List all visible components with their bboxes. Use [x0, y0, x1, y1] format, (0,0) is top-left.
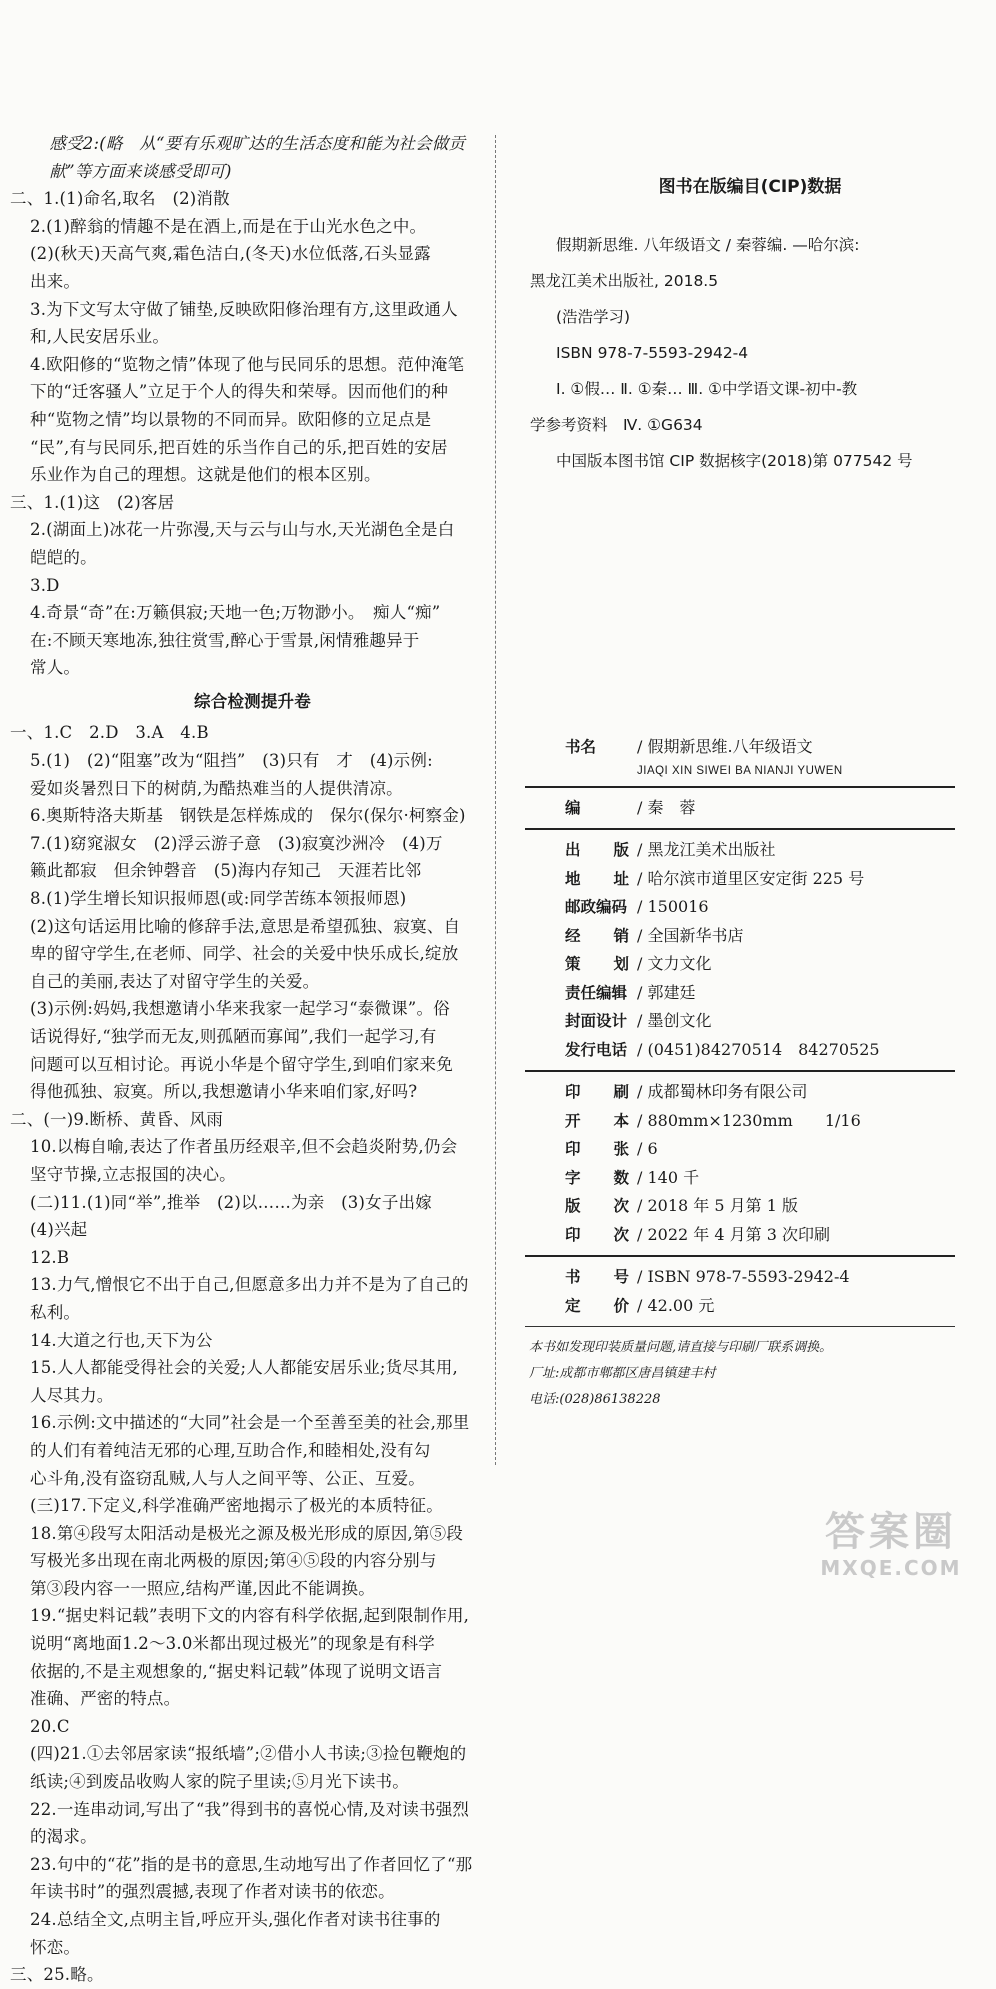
- colophon-row: [525, 893, 955, 922]
- text-line: 4.奇景“奇”在:万籁俱寂;天地一色;万物渺小。 痴人“痴”: [30, 603, 441, 623]
- colophon-row: [525, 950, 955, 979]
- colophon-label: 印 刷: [565, 1083, 629, 1101]
- divider: [525, 1326, 955, 1327]
- colophon-row: [525, 1192, 955, 1221]
- colophon-value: / 150016: [637, 897, 709, 916]
- text-line: 感受2:(略 从“要有乐观旷达的生活态度和能为社会做贡: [16, 134, 466, 153]
- colophon-label: 经 销: [565, 926, 629, 945]
- text-line: 人尽其力。: [30, 1385, 114, 1405]
- colophon-row-editor: [525, 794, 955, 823]
- text-line: (三)17.下定义,科学准确严密地揭示了极光的本质特征。: [30, 1496, 443, 1516]
- colophon-label: 封面设计: [565, 1012, 628, 1030]
- text-line: 的渴求。: [30, 1827, 97, 1847]
- text-line: 12.B: [30, 1247, 70, 1267]
- colophon-label: 印 张: [565, 1140, 629, 1158]
- colophon-row: [525, 1107, 955, 1136]
- text-line: 13.力气,憎恨它不出于自己,但愿意多出力并不是为了自己的: [30, 1275, 469, 1295]
- text-line: 得他孤独、寂寞。所以,我想邀请小华来咱们家,好吗?: [30, 1082, 418, 1102]
- colophon-value: / 140 千: [637, 1167, 700, 1187]
- colophon-row: [525, 979, 955, 1008]
- colophon-row: [525, 1221, 955, 1250]
- colophon-row: [525, 1007, 955, 1036]
- text-line: 出来。: [30, 271, 81, 291]
- answer-lines-part2: [10, 719, 495, 1988]
- text-line: 15.人人都能受得社会的关爱;人人都能安居乐业;货尽其用,: [30, 1358, 458, 1378]
- colophon-label: 地 址: [565, 869, 629, 888]
- text-line: 三、1.(1)这 (2)客居: [10, 492, 175, 512]
- text-line: “民”,有与民同乐,把百姓的乐当作自己的乐,把百姓的安居: [30, 437, 448, 457]
- colophon-label: 策 划: [565, 955, 629, 973]
- text-line: 心斗角,没有盗窃乱贼,人与人之间平等、公正、互爱。: [30, 1468, 425, 1488]
- text-line: 4.欧阳修的“览物之情”体现了他与民同乐的思想。范仲淹笔: [30, 354, 465, 374]
- colophon-row: [525, 836, 955, 865]
- colophon-label: 编: [565, 798, 581, 817]
- cip-block: [530, 172, 970, 479]
- footer-note: 厂址:成都市郫都区唐昌镇建丰村: [529, 1366, 716, 1381]
- colophon-value: / 假期新思维.八年级语文: [637, 737, 813, 756]
- text-line: 籁此都寂 但余钟磬音 (5)海内存知己 天涯若比邻: [30, 861, 422, 881]
- colophon-label: 发行电话: [565, 1040, 628, 1059]
- colophon-label: 责任编辑: [565, 983, 628, 1002]
- colophon-label: 版 次: [565, 1197, 629, 1215]
- colophon-label: 书名: [565, 738, 597, 756]
- text-line: (2)(秋天)天高气爽,霜色洁白,(冬天)水位低落,石头显露: [30, 244, 431, 264]
- text-line: 16.示例:文中描述的“大同”社会是一个至善至美的社会,那里: [30, 1413, 470, 1433]
- text-line: 23.句中的“花”指的是书的意思,生动地写出了作者回忆了“那: [30, 1854, 473, 1874]
- text-line: 和,人民安居乐业。: [30, 327, 170, 347]
- colophon-value: / 墨创文化: [637, 1011, 712, 1030]
- text-line: 20.C: [30, 1716, 70, 1736]
- text-line: 自己的美丽,表达了对留守学生的关爱。: [30, 971, 320, 991]
- colophon-row: [525, 1135, 955, 1164]
- text-line: 2.(湖面上)冰花一片弥漫,天与云与山与水,天光湖色全是白: [30, 520, 455, 540]
- book-pinyin: JIAQI XIN SIWEI BA NIANJI YUWEN: [637, 764, 843, 777]
- text-line: 3.D: [30, 575, 60, 595]
- text-line: 第③段内容一一照应,结构严谨,因此不能调换。: [30, 1578, 375, 1598]
- text-line: 年读书时”的强烈震撼,表现了作者对读书的依恋。: [30, 1882, 395, 1902]
- text-line: 坚守节操,立志报国的决心。: [30, 1164, 236, 1184]
- colophon-value: / 880mm×1230mm 1/16: [637, 1110, 861, 1130]
- cip-title: 图书在版编目(CIP)数据: [658, 177, 842, 197]
- colophon-value: / 42.00 元: [637, 1295, 715, 1315]
- text-line: 一、1.C 2.D 3.A 4.B: [10, 723, 209, 743]
- section-title: 综合检测提升卷: [194, 691, 311, 711]
- text-line: (3)示例:妈妈,我想邀请小华来我家一起学习“泰微课”。俗: [30, 999, 450, 1019]
- colophon-group-publisher: [525, 836, 955, 1064]
- text-line: (二)11.(1)同“举”,推举 (2)以……为亲 (3)女子出嫁: [30, 1192, 432, 1212]
- divider: [525, 786, 955, 788]
- text-line: 皑皑的。: [30, 547, 97, 567]
- colophon-group-isbn: [525, 1263, 955, 1320]
- colophon-value: / 黑龙江美术出版社: [637, 840, 776, 859]
- text-line: 纸读;④到废品收购人家的院子里读;⑤月光下读书。: [30, 1772, 409, 1792]
- text-line: 私利。: [30, 1302, 81, 1322]
- colophon-value: / 哈尔滨市道里区安定街 225 号: [637, 868, 865, 888]
- text-line: (4)兴起: [30, 1220, 88, 1240]
- watermark-domain: MXQE.COM: [820, 1556, 962, 1580]
- colophon-row: [525, 1263, 955, 1292]
- text-line: 在:不顾天寒地冻,独往赏雪,醉心于雪景,闲情雅趣异于: [30, 630, 420, 650]
- text-line: 写极光多出现在南北两极的原因;第④⑤段的内容分别与: [30, 1551, 437, 1571]
- colophon-row: [525, 1078, 955, 1107]
- text-line: 5.(1) (2)“阻塞”改为“阻挡” (3)只有 才 (4)示例:: [30, 751, 433, 771]
- text-line: 8.(1)学生增长知识报师恩(或:同学苦练本领报师恩): [30, 889, 407, 909]
- text-line: 爱如炎暑烈日下的树荫,为酷热难当的人提供清凉。: [30, 778, 403, 798]
- colophon-label: 开 本: [565, 1111, 629, 1130]
- text-line: 7.(1)窈窕淑女 (2)浮云游子意 (3)寂寞沙洲冷 (4)万: [30, 833, 443, 853]
- text-line: 说明“离地面1.2～3.0米都出现过极光”的现象是有科学: [30, 1634, 435, 1654]
- colophon-label: 出 版: [565, 841, 629, 859]
- text-line: 怀恋。: [30, 1937, 81, 1957]
- text-line: 话说得好,“独学而无友,则孤陋而寡闻”,我们一起学习,有: [30, 1027, 437, 1046]
- text-line: Ⅰ. ①假… Ⅱ. ①秦… Ⅲ. ①中学语文课-初中-教: [556, 380, 858, 398]
- divider: [525, 1255, 955, 1257]
- colophon-group-print: [525, 1078, 955, 1249]
- divider: [525, 828, 955, 830]
- text-line: (四)21.①去邻居家读“报纸墙”;②借小人书读;③捡包鞭炮的: [30, 1744, 467, 1764]
- footer-note: 本书如发现印装质量问题,请直接与印刷厂联系调换。: [529, 1340, 833, 1355]
- colophon: [525, 733, 955, 1413]
- text-line: 依据的,不是主观想象的,“据史料记载”体现了说明文语言: [30, 1661, 443, 1681]
- colophon-label: 字 数: [565, 1168, 629, 1187]
- watermark-text: 答案圈: [825, 1509, 957, 1555]
- text-line: 中国版本图书馆 CIP 数据核字(2018)第 077542 号: [556, 452, 913, 470]
- text-line: 2.(1)醉翁的情趣不是在酒上,而是在于山光水色之中。: [30, 216, 427, 236]
- text-line: 22.一连串动词,写出了“我”得到书的喜悦心情,及对读书强烈: [30, 1799, 470, 1819]
- colophon-label: 印 次: [565, 1225, 629, 1244]
- answer-lines-part1: [10, 130, 495, 682]
- colophon-value: / 6: [637, 1139, 658, 1158]
- colophon-value: / (0451)84270514 84270525: [637, 1039, 880, 1059]
- text-line: (浩浩学习): [556, 308, 631, 326]
- colophon-label: 书 号: [565, 1268, 629, 1286]
- colophon-value: / 文力文化: [637, 954, 712, 973]
- text-line: 乐业作为自己的理想。这就是他们的根本区别。: [30, 465, 381, 485]
- text-line: 献”等方面来谈感受即可): [16, 161, 232, 181]
- colophon-label: 定 价: [565, 1296, 629, 1315]
- colophon-value: / 秦 蓉: [637, 797, 696, 817]
- colophon-value: / 2022 年 4 月第 3 次印刷: [637, 1224, 830, 1244]
- text-line: 三、25.略。: [10, 1965, 104, 1985]
- footer-note: 电话:(028)86138228: [529, 1392, 661, 1407]
- text-line: 种“览物之情”均以景物的不同而异。欧阳修的立足点是: [30, 409, 432, 429]
- colophon-row: [525, 1164, 955, 1193]
- colophon-value: / ISBN 978-7-5593-2942-4: [637, 1267, 850, 1286]
- text-line: 3.为下文写太守做了铺垫,反映欧阳修治理有方,这里政通人: [30, 299, 458, 319]
- text-line: 18.第④段写太阳活动是极光之源及极光形成的原因,第⑤段: [30, 1523, 464, 1543]
- text-line: 问题可以互相讨论。再说小华是个留守学生,到咱们家来免: [30, 1054, 453, 1074]
- colophon-value: / 郭建廷: [637, 982, 696, 1002]
- text-line: 下的“迁客骚人”立足于个人的得失和荣辱。因而他们的种: [30, 382, 449, 402]
- colophon-row: [525, 1292, 955, 1321]
- watermark-logo: [806, 1508, 976, 1586]
- colophon-row: [525, 865, 955, 894]
- colophon-row: [525, 1036, 955, 1065]
- cip-lines: [530, 227, 970, 479]
- text-line: 常人。: [30, 658, 81, 678]
- answer-column: [10, 130, 495, 1989]
- text-line: 二、(一)9.断桥、黄昏、风雨: [10, 1109, 224, 1129]
- text-line: 19.“据史料记载”表明下文的内容有科学依据,起到限制作用,: [30, 1606, 470, 1626]
- text-line: 卑的留守学生,在老师、同学、社会的关爱中快乐成长,绽放: [30, 944, 459, 964]
- text-line: 10.以梅自喻,表达了作者虽历经艰辛,但不会趋炎附势,仍会: [30, 1137, 458, 1157]
- colophon-value: / 2018 年 5 月第 1 版: [637, 1196, 798, 1215]
- text-line: ISBN 978-7-5593-2942-4: [556, 344, 749, 362]
- text-line: 24.总结全文,点明主旨,呼应开头,强化作者对读书往事的: [30, 1910, 441, 1929]
- text-line: 黑龙江美术出版社, 2018.5: [530, 272, 719, 290]
- colophon-value: / 成都蜀林印务有限公司: [637, 1082, 808, 1101]
- colophon-row: [525, 922, 955, 951]
- colophon-row-book: [525, 733, 955, 762]
- divider: [525, 1070, 955, 1072]
- text-line: 假期新思维. 八年级语文 / 秦蓉编. —哈尔滨:: [556, 236, 860, 254]
- text-line: 14.大道之行也,天下为公: [30, 1330, 213, 1350]
- footer-notes: [525, 1335, 955, 1413]
- text-line: 6.奥斯特洛夫斯基 钢铁是怎样炼成的 保尔(保尔·柯察金): [30, 806, 466, 826]
- text-line: 准确、严密的特点。: [30, 1689, 181, 1709]
- text-line: (2)这句话运用比喻的修辞手法,意思是希望孤独、寂寞、自: [30, 916, 461, 936]
- text-line: 的人们有着纯洁无邪的心理,互助合作,和睦相处,没有勾: [30, 1440, 431, 1460]
- colophon-value: / 全国新华书店: [637, 925, 744, 945]
- column-divider: [495, 135, 496, 1465]
- colophon-label: 邮政编码: [565, 898, 628, 916]
- text-line: 二、1.(1)命名,取名 (2)消散: [10, 189, 230, 209]
- text-line: 学参考资料 Ⅳ. ①G634: [530, 416, 703, 434]
